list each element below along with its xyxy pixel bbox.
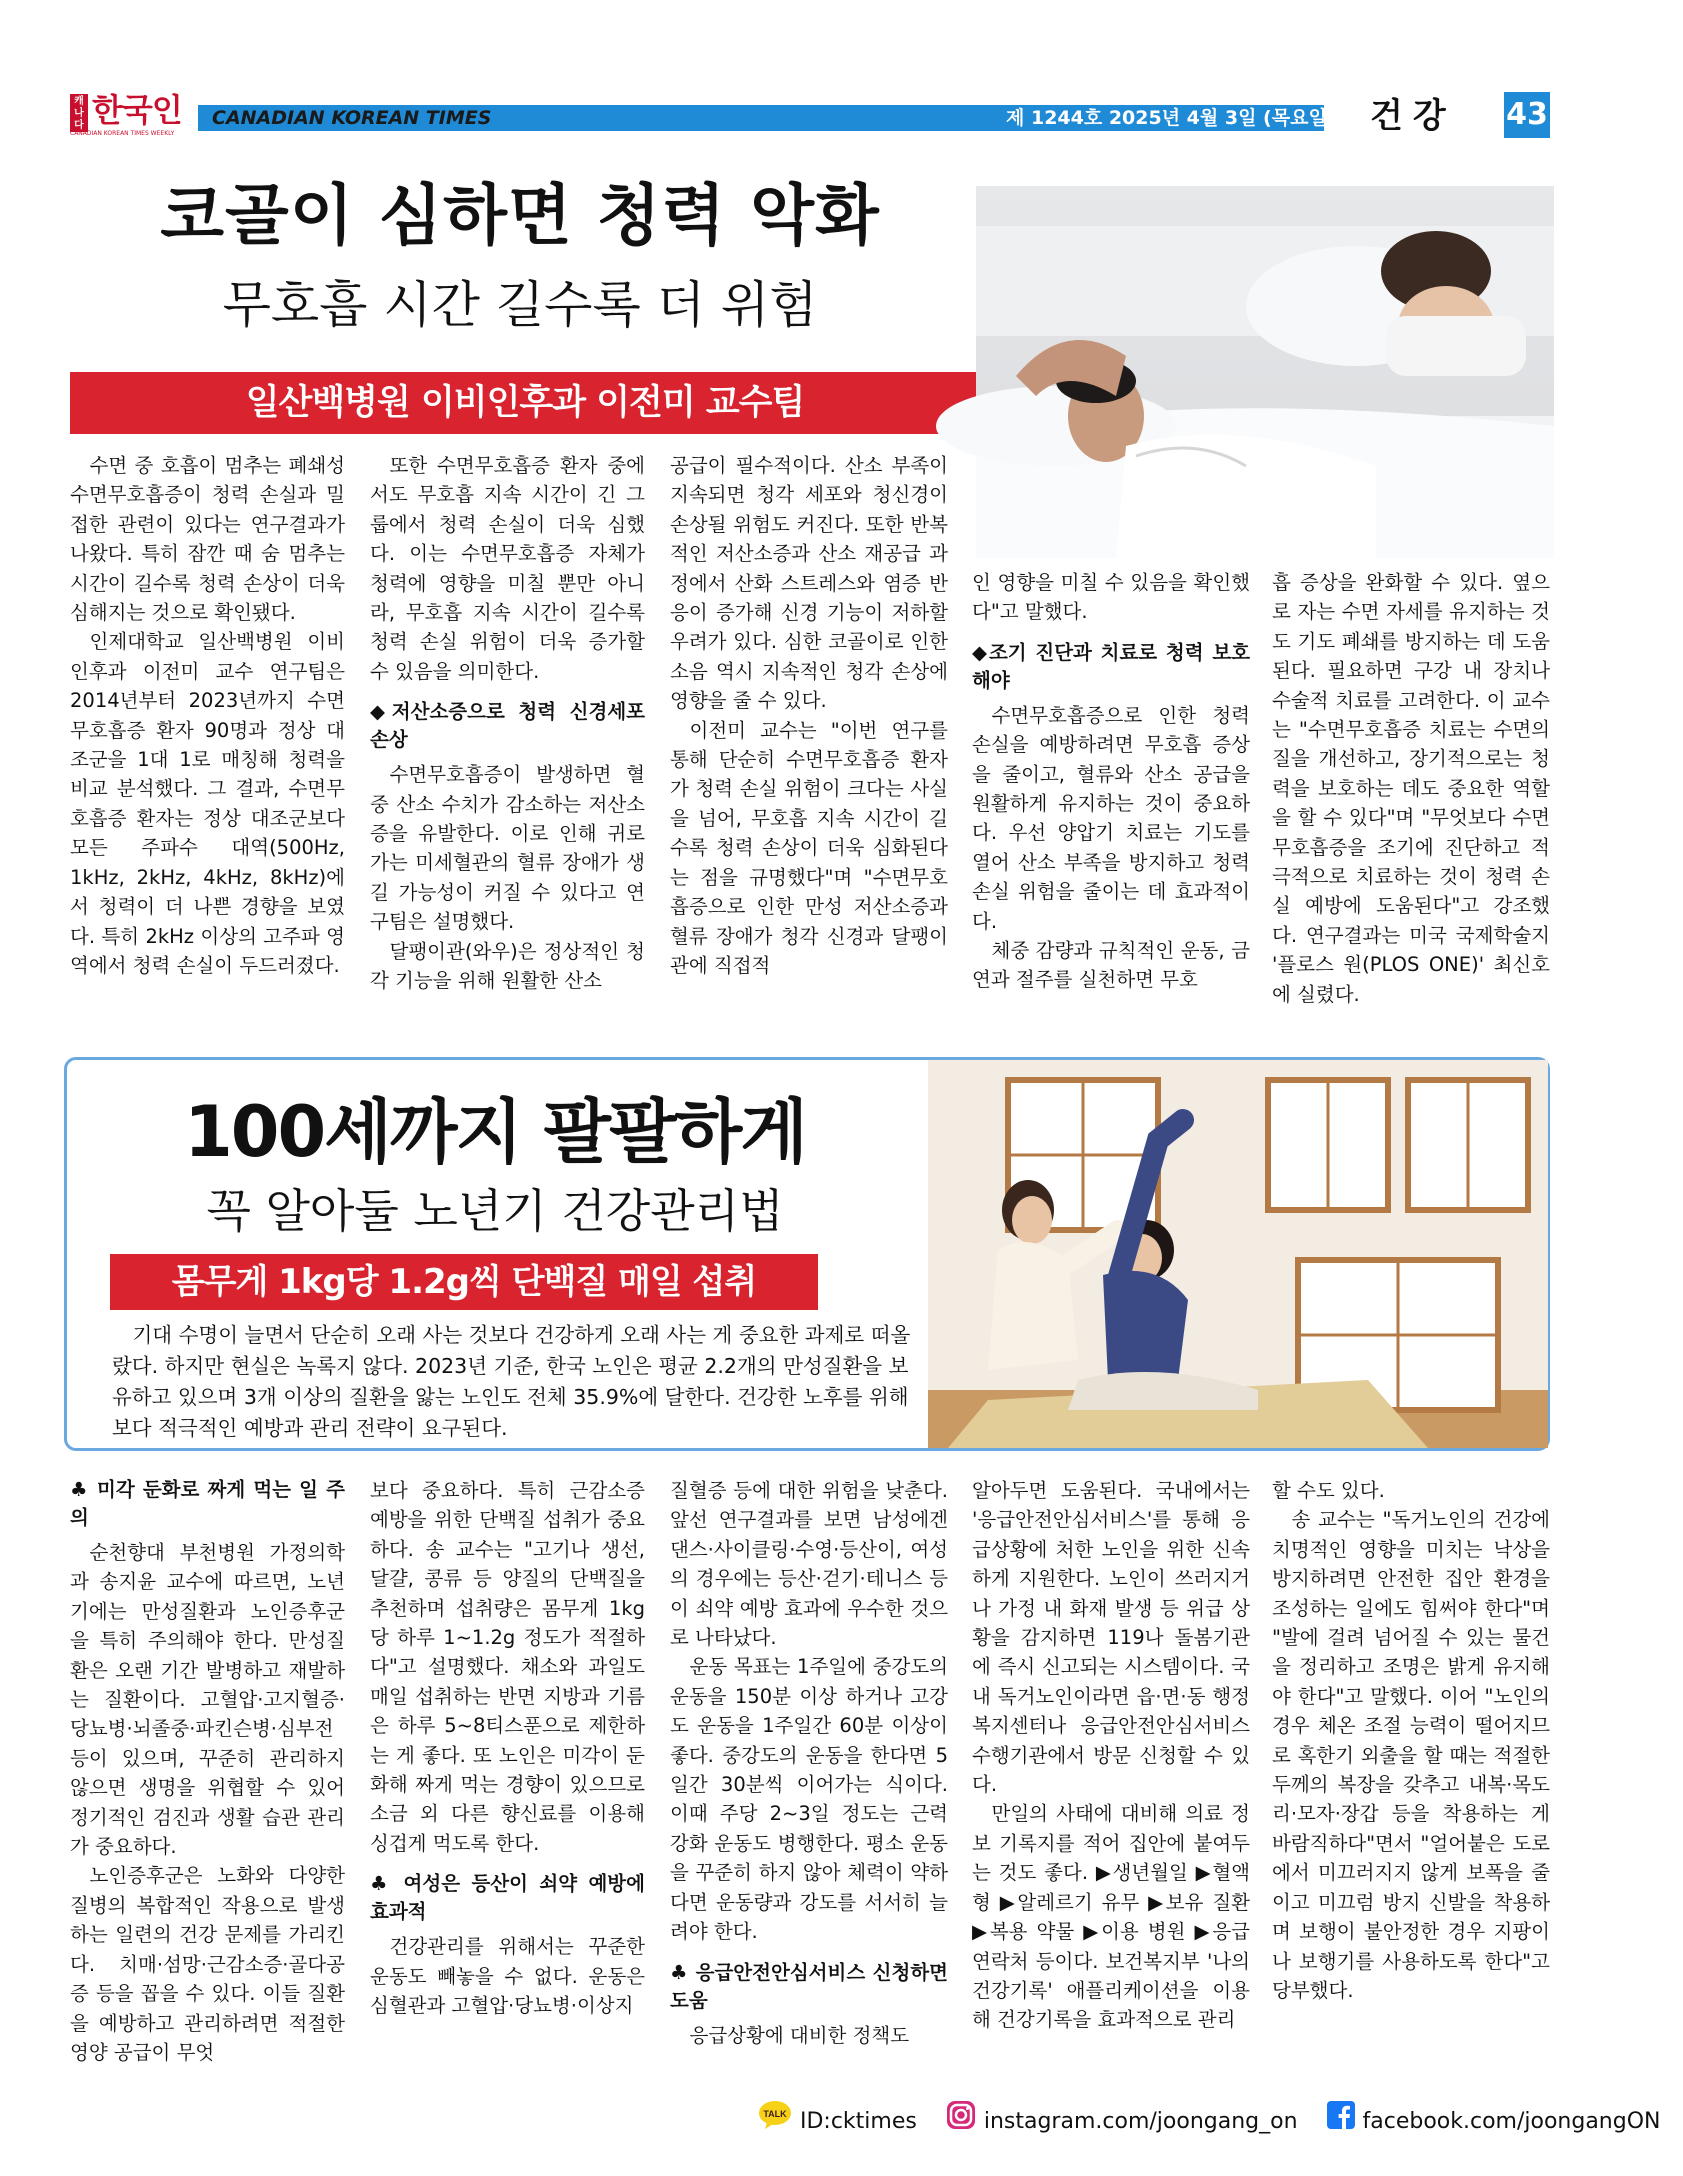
section-heading: ♣ 미각 둔화로 짜게 먹는 일 주의 (70, 1478, 345, 1529)
article1-column-2 (370, 451, 645, 996)
page-number: 43 (1504, 92, 1550, 138)
section-heading: ♣ 응급안전안심서비스 신청하면 도움 (670, 1960, 948, 2012)
paragraph: 수면 중 호흡이 멈추는 폐쇄성 수면무호흡증이 청력 손실과 밀접한 관련이 있다는 연구결과가 나왔다. 특히 잠깐 때 숨 멈추는 시간이 길수록 청력 손상이 더욱 심해지는 것으로 확인됐다. (70, 454, 345, 625)
facebook-icon (1327, 2101, 1355, 2143)
social-footer (758, 2100, 1661, 2140)
instagram-icon (946, 2100, 976, 2144)
paragraph: 노인증후군은 노화와 다양한 질병의 복합적인 작용으로 발생하는 일련의 건강 문제를 가리킨다. 치매·섬망·근감소증·골다공증 등을 꼽을 수 있다. 이들 질환을 예방하고 관리하려면 적절한 영양 공급이 무엇 (70, 1864, 345, 2064)
paragraph: 인제대학교 일산백병원 이비인후과 이전미 교수 연구팀은 2014년부터 2023년까지 수면무호흡증 환자 90명과 정상 대조군을 1대 1로 매칭해 청력을 비교 분석했다. 그 결과, 수면무호흡증 환자는 정상 대조군보다 모든 주파수 대역(500Hz, 1kHz, 2kHz, 4kHz, 8kHz)에서 청력이 더 나쁜 경향을 보였다. 특히 2kHz 이상의 고주파 영역에서 청력 손실이 두드러졌다. (70, 630, 345, 977)
paragraph: 수면무호흡증이 발생하면 혈중 산소 수치가 감소하는 저산소증을 유발한다. 이로 인해 귀로 가는 미세혈관의 혈류 장애가 생길 가능성이 커질 수 있다고 연구팀은 설명했다. (370, 763, 645, 934)
paragraph: 이전미 교수는 "이번 연구를 통해 단순히 수면무호흡증 환자가 청력 손실 위험이 크다는 사실을 넘어, 무호흡 지속 시간이 길수록 청력 손상이 더욱 심화된다는 점을 규명했다"며 "수면무호흡증으로 인한 만성 저산소증과 혈류 장애가 청각 신경과 달팽이관에 직접적 (670, 718, 948, 977)
article2-lead (112, 1320, 920, 1444)
article2-banner: 몸무게 1kg당 1.2g씩 단백질 매일 섭취 (110, 1254, 818, 1310)
sleeping-man-photo (976, 186, 1554, 558)
paragraph: 흡 증상을 완화할 수 있다. 옆으로 자는 수면 자세를 유지하는 것도 기도 폐쇄를 방지하는 데 도움된다. 필요하면 구강 내 장치나 수술적 치료를 고려한다. 이 교수는 "수면무호흡증 치료는 수면의 질을 개선하고, 장기적으로는 청력을 보호하는 데도 중요한 역할을 할 수 있다"며 "무엇보다 수면무호흡증을 조기에 진단하고 적극적으로 치료하는 것이 청력 손실 예방에 도움된다"고 강조했다. 연구결과는 미국 국제학술지 '플로스 원(PLOS ONE)' 최신호에 실렸다. (1272, 571, 1550, 1006)
lead-paragraph: 기대 수명이 늘면서 단순히 오래 사는 것보다 건강하게 오래 사는 게 중요한 과제로 떠올랐다. 하지만 현실은 녹록지 않다. 2023년 기준, 한국 노인은 평균 2.2개의 만성질환을 보유하고 있으며 3개 이상의 질환을 앓는 노인도 전체 35.9%에 달한다. 건강한 노후를 위해 보다 적극적인 예방과 관리 전략이 요구된다. (112, 1323, 911, 1440)
paragraph: 알아두면 도움된다. 국내에서는 '응급안전안심서비스'를 통해 응급상황에 처한 노인을 위한 신속하게 지원한다. 노인이 쓰러지거나 가정 내 화재 발생 등 위급 상황을 감지하면 119나 돌봄기관에 즉시 신고되는 시스템이다. 국내 독거노인이라면 읍·면·동 행정복지센터나 응급안전안심서비스 수행기관에서 방문 신청할 수 있다. (972, 1479, 1250, 1797)
article2-subheadline: 꼭 알아둘 노년기 건강관리법 (206, 1184, 784, 1238)
section-heading: ◆저산소증으로 청력 신경세포 손상 (370, 700, 645, 752)
article2-column-4 (972, 1476, 1250, 2035)
article2-headline: 100세까지 팔팔하게 (184, 1091, 806, 1173)
section-heading: ♣ 여성은 등산이 쇠약 예방에 효과적 (370, 1872, 645, 1924)
newspaper-logo (70, 92, 198, 138)
instagram-link[interactable]: instagram.com/joongang_on (983, 2109, 1298, 2134)
article2-column-5 (1272, 1476, 1550, 2005)
kakao-id-link[interactable]: ID:cktimes (800, 2109, 917, 2134)
exercise-photo (928, 1060, 1548, 1448)
paragraph: 질혈증 등에 대한 위험을 낮춘다. 앞선 연구결과를 보면 남성에겐 댄스·사이클링·수영·등산이, 여성의 경우에는 등산·걷기·테니스 등이 쇠약 예방 효과에 우수한 것으로 나타났다. (670, 1479, 948, 1650)
paragraph: 응급상황에 대비한 정책도 (689, 2023, 910, 2047)
paragraph: 운동 목표는 1주일에 중강도의 운동을 150분 이상 하거나 고강도 운동을 1주일간 60분 이상이 좋다. 중강도의 운동을 한다면 5일간 30분씩 이어가는 식이다. 이때 주당 2~3일 정도는 근력 강화 운동도 병행한다. 평소 운동을 꾸준히 하지 않아 체력이 약하다면 운동량과 강도를 서서히 늘려야 한다. (670, 1655, 948, 1944)
paragraph: 체중 감량과 규칙적인 운동, 금연과 절주를 실천하면 무호 (972, 939, 1250, 992)
article1-subheadline: 무호흡 시간 길수록 더 위험 (222, 276, 818, 334)
article2-column-2 (370, 1476, 645, 2021)
article1-column-3 (670, 451, 948, 980)
logo-mark: 캐나다 (70, 94, 88, 132)
issue-date: 제 1244호 2025년 4월 3일 (목요일) (1006, 107, 1336, 129)
article2-column-3 (670, 1476, 948, 2050)
paragraph: 또한 수면무호흡증 환자 중에서도 무호흡 지속 시간이 긴 그룹에서 청력 손실이 더욱 심했다. 이는 수면무호흡증 자체가 청력에 영향을 미칠 뿐만 아니라, 무호흡 지속 시간이 길수록 청력 손실 위험이 더욱 증가할 수 있음을 의미한다. (370, 454, 645, 683)
paragraph: 수면무호흡증으로 인한 청력 손실을 예방하려면 무호흡 증상을 줄이고, 혈류와 산소 공급을 원활하게 유지하는 것이 중요하다. 우선 양압기 치료는 기도를 열어 산소 부족을 방지하고 청력 손실 위험을 줄이는 데 효과적이다. (972, 703, 1250, 933)
section-title: 건강 (1370, 96, 1456, 136)
paragraph: 보다 중요하다. 특히 근감소증 예방을 위한 단백질 섭취가 중요하다. 송 교수는 "고기나 생선, 달걀, 콩류 등 양질의 단백질을 추천하며 섭취량은 몸무게 1kg당 하루 1~1.2g 정도가 적절하다"고 설명했다. 채소와 과일도 매일 섭취하는 반면 지방과 기름은 하루 5~8티스푼으로 제한하는 게 좋다. 또 노인은 미각이 둔화해 짜게 먹는 경향이 있으므로 소금 외 다른 향신료를 이용해 싱겁게 먹도록 한다. (370, 1479, 645, 1855)
paragraph: 인 영향을 미칠 수 있음을 확인했다"고 말했다. (972, 571, 1250, 624)
article1-byline-banner: 일산백병원 이비인후과 이전미 교수팀 (70, 372, 980, 434)
section-heading: ◆조기 진단과 치료로 청력 보호해야 (972, 640, 1250, 692)
paragraph: 공급이 필수적이다. 산소 부족이 지속되면 청각 세포와 청신경이 손상될 위험도 커진다. 또한 반복적인 저산소증과 산소 재공급 과정에서 산화 스트레스와 염증 반응이 증가해 신경 기능이 저하할 우려가 있다. 심한 코골이로 인한 소음 역시 지속적인 청각 손상에 영향을 줄 수 있다. (670, 454, 948, 713)
svg-text:TALK: TALK (763, 2109, 787, 2119)
article1-column-1 (70, 451, 345, 980)
paragraph: 순천향대 부천병원 가정의학과 송지윤 교수에 따르면, 노년기에는 만성질환과 노인증후군을 특히 주의해야 한다. 만성질환은 오랜 기간 발병하고 재발하는 질환이다. 고혈압·고지혈증·당뇨병·뇌졸중·파킨슨병·심부전 등이 있으며, 꾸준히 관리하지 않으면 생명을 위협할 수 있어 정기적인 검진과 생활 습관 관리가 중요하다. (70, 1541, 345, 1859)
article2-column-1 (70, 1476, 345, 2067)
article1-headline: 코골이 심하면 청력 악화 (160, 177, 880, 254)
logo-sub: CANADIAN KOREAN TIMES WEEKLY (70, 130, 175, 137)
kakao-talk-icon (758, 2100, 792, 2144)
paragraph: 송 교수는 "독거노인의 건강에 치명적인 영향을 미치는 낙상을 방지하려면 안전한 집안 환경을 조성하는 일에도 힘써야 한다"며 "발에 걸려 넘어질 수 있는 물건을 정리하고 조명은 밝게 유지해야 한다"고 말했다. 이어 "노인의 경우 체온 조절 능력이 떨어지므로 혹한기 외출을 할 때는 적절한 두께의 복장을 갖추고 내복·목도리·모자·장갑 등을 착용하는 게 바람직하다"면서 "얼어붙은 도로에서 미끄러지지 않게 보폭을 줄이고 미끄럼 방지 신발을 착용하며 보행이 불안정한 경우 지팡이나 보행기를 사용하도록 한다"고 당부했다. (1272, 1508, 1550, 2002)
article1-column-4 (972, 568, 1250, 995)
paragraph: 할 수도 있다. (1272, 1479, 1385, 1502)
article1-column-5 (1272, 568, 1550, 1009)
paragraph: 달팽이관(와우)은 정상적인 청각 기능을 위해 원활한 산소 (370, 939, 645, 993)
logo-name: 한국인 (92, 91, 182, 129)
paragraph: 건강관리를 위해서는 꾸준한 운동도 빼놓을 수 없다. 운동은 심혈관과 고혈압·당뇨병·이상지 (370, 1935, 645, 2018)
paragraph: 만일의 사태에 대비해 의료 정보 기록지를 적어 집안에 붙여두는 것도 좋다. ▶생년월일 ▶혈액형 ▶알레르기 유무 ▶보유 질환 ▶복용 약물 ▶이용 병원 ▶응급 연락처 등이다. 보건복지부 '나의 건강기록' 애플리케이션을 이용해 건강기록을 효과적으로 관리 (972, 1802, 1250, 2032)
paper-name: CANADIAN KOREAN TIMES (212, 107, 492, 129)
facebook-link[interactable]: facebook.com/joongangON (1362, 2109, 1661, 2134)
